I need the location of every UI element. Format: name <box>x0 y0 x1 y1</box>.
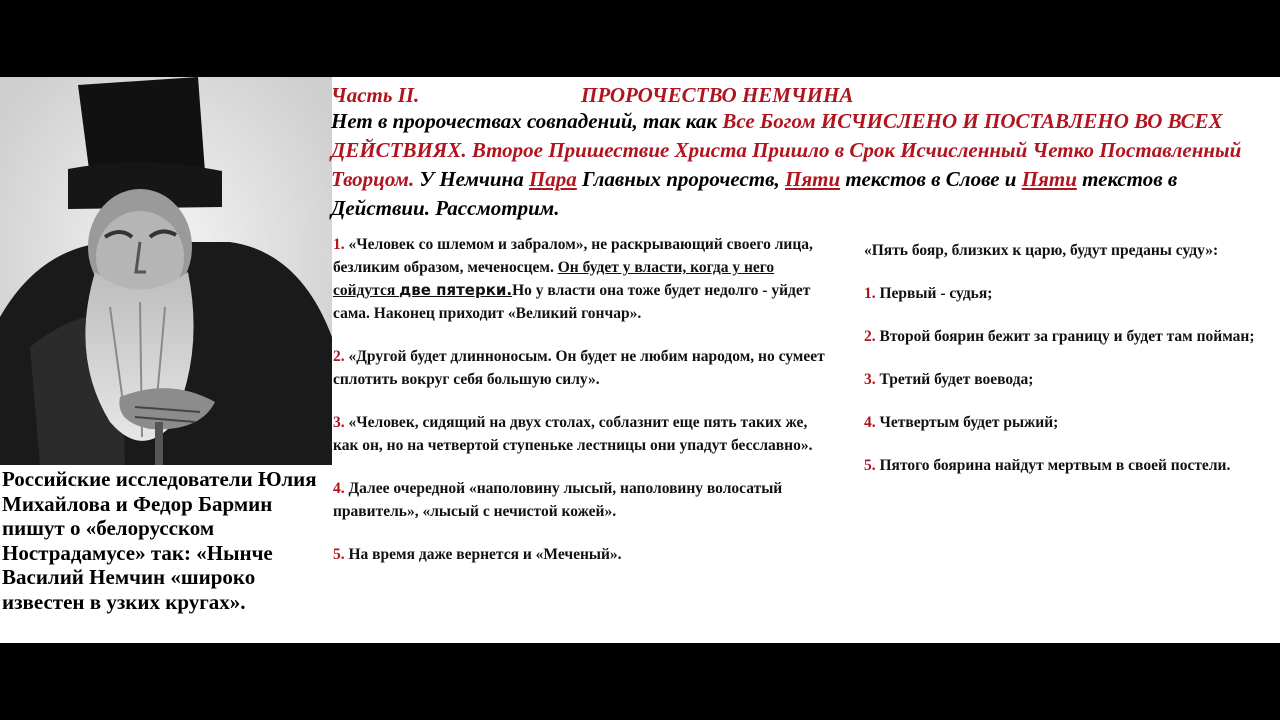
item-number: 4. <box>864 414 876 431</box>
item-number: 3. <box>864 371 876 388</box>
item-number: 1. <box>864 285 876 302</box>
intro-text <box>331 107 1276 223</box>
page-title: ПРОРОЧЕСТВО НЕМЧИНА <box>581 83 854 107</box>
item-text: Пятого боярина найдут мертвым в своей постели. <box>875 457 1231 474</box>
list-item <box>864 368 1268 391</box>
list-item <box>864 411 1268 434</box>
list-item <box>864 454 1268 477</box>
item-number: 2. <box>333 348 345 365</box>
item-text: Но у власти она тоже будет недолго - уйдет сама. Наконец приходит «Великий гончар». <box>333 282 811 322</box>
portrait-caption: Российские исследователи Юлия Михайлова и Федор Бармин пишут о «белорусском Нострадамусе» так: «Нынче Василий Немчин «широко известен в узких кругах». <box>2 467 317 614</box>
item-text: Второй боярин бежит за границу и будет там пойман; <box>875 328 1255 345</box>
list-item <box>333 233 833 325</box>
item-text: «Человек, сидящий на двух столах, соблазнит еще пять таких же, как он, но на четвертой ступеньке лестницы они упадут бесславно». <box>333 414 813 454</box>
item-text: «Человек со шлемом и забралом», не раскрывающий своего лица, безликим образом, меченосцем. <box>333 236 813 276</box>
list-item <box>333 543 833 566</box>
prophecy-list-right <box>864 239 1268 497</box>
item-text: Первый - судья; <box>875 285 993 302</box>
item-text-highlight: две пятерки. <box>399 281 513 299</box>
monk-portrait-icon <box>0 77 332 465</box>
list-item <box>333 477 833 523</box>
item-text: «Другой будет длинноносым. Он будет не любим народом, но сумеет сплотить вокруг себя большую силу». <box>333 348 825 388</box>
list-item <box>333 411 833 457</box>
list-item <box>333 345 833 391</box>
intro-s7: текстов в Слове и <box>840 167 1022 191</box>
part-label: Часть II. <box>331 83 420 107</box>
item-text: На время даже вернется и «Меченый». <box>344 546 622 563</box>
intro-s4: Пара <box>528 167 577 191</box>
prophecy-list-left <box>333 233 833 586</box>
item-number: 5. <box>333 546 345 563</box>
intro-s1: Нет в пророчествах совпадений, так как <box>331 109 723 133</box>
list-item <box>864 325 1268 348</box>
list-intro: «Пять бояр, близких к царю, будут преданы суду»: <box>864 242 1219 259</box>
item-number: 2. <box>864 328 876 345</box>
item-text-underlined: Он будет у власти, когда у него сойдутся <box>333 259 775 299</box>
item-number: 5. <box>864 457 876 474</box>
intro-s8: Пяти <box>1021 167 1077 191</box>
intro-s3: У Немчина <box>414 167 529 191</box>
item-text: Четвертым будет рыжий; <box>875 414 1059 431</box>
intro-s9: текстов в Действии. Рассмотрим. <box>331 167 1178 220</box>
item-text: Третий будет воевода; <box>875 371 1034 388</box>
intro-s2: Все Богом ИСЧИСЛЕНО И ПОСТАВЛЕНО ВО ВСЕХ ДЕЙСТВИЯХ. Второе Пришествие Христа Пришло в Срок Исчисленный Четко Поставленный Творцом. <box>331 109 1242 191</box>
list-item <box>864 282 1268 305</box>
item-text: Далее очередной «наполовину лысый, наполовину волосатый правитель», «лысый с нечистой кожей». <box>333 480 783 520</box>
item-number: 3. <box>333 414 345 431</box>
item-number: 1. <box>333 236 345 253</box>
header <box>331 81 1276 223</box>
item-number: 4. <box>333 480 345 497</box>
intro-s6: Пяти <box>785 167 841 191</box>
intro-s5: Главных пророчеств, <box>576 167 785 191</box>
slide <box>0 77 1280 643</box>
